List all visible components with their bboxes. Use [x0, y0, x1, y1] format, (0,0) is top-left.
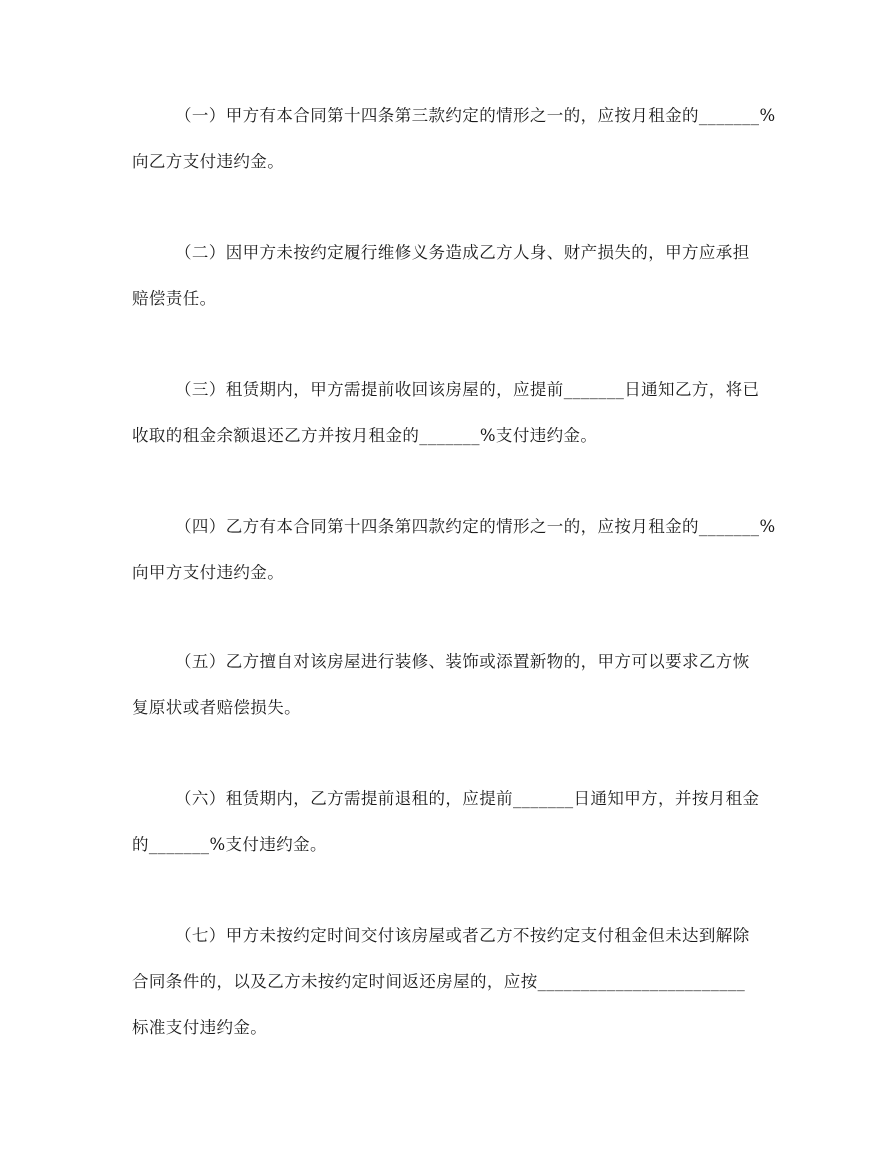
- clause-1-line-2: 向乙方支付违约金。: [132, 152, 285, 171]
- clause-5-line-2: 复原状或者赔偿损失。: [132, 698, 301, 717]
- clause-1-line-1: （一）甲方有本合同第十四条第三款约定的情形之一的，应按月租金的_______%: [175, 106, 776, 125]
- clause-6-line-2: 的_______%支付违约金。: [132, 835, 327, 854]
- clause-7-line-3: 标准支付违约金。: [132, 1018, 268, 1037]
- clause-5-line-1: （五）乙方擅自对该房屋进行装修、装饰或添置新物的，甲方可以要求乙方恢: [175, 652, 750, 671]
- clause-7-line-1: （七）甲方未按约定时间交付该房屋或者乙方不按约定支付租金但未达到解除: [175, 926, 750, 945]
- clause-4-line-2: 向甲方支付违约金。: [132, 563, 285, 582]
- clause-2-line-2: 赔偿责任。: [132, 289, 217, 308]
- clause-4-line-1: （四）乙方有本合同第十四条第四款约定的情形之一的，应按月租金的_______%: [175, 517, 776, 536]
- clause-7-line-2: 合同条件的，以及乙方未按约定时间返还房屋的，应按________________________: [132, 972, 746, 991]
- clause-3-line-2: 收取的租金余额退还乙方并按月租金的_______%支付违约金。: [132, 426, 598, 445]
- clause-2-line-1: （二）因甲方未按约定履行维修义务造成乙方人身、财产损失的，甲方应承担: [175, 243, 750, 262]
- clause-6-line-1: （六）租赁期内，乙方需提前退租的，应提前_______日通知甲方，并按月租金: [175, 789, 760, 808]
- clause-3-line-1: （三）租赁期内，甲方需提前收回该房屋的，应提前_______日通知乙方，将已: [175, 380, 760, 399]
